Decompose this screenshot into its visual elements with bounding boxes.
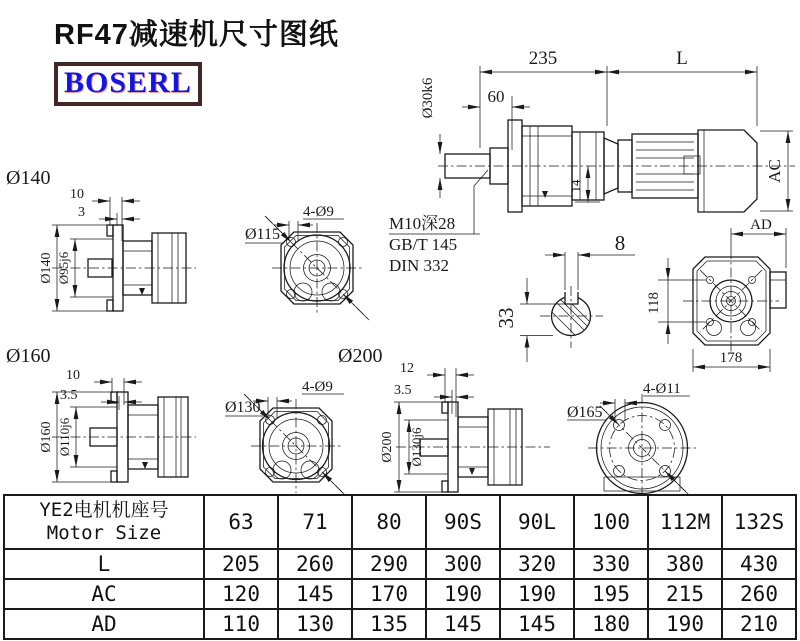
table-row-AD bbox=[4, 609, 796, 639]
cell: 110 bbox=[204, 609, 278, 639]
cell: 260 bbox=[722, 579, 796, 609]
size-col: 100 bbox=[574, 495, 648, 549]
cell: 190 bbox=[500, 579, 574, 609]
dim-3: 3 bbox=[78, 205, 85, 220]
size-col: 63 bbox=[204, 495, 278, 549]
dim-bolt-circle-165: Ø165 bbox=[567, 404, 603, 421]
dim-3p5a: 3.5 bbox=[60, 388, 78, 403]
dim-AC: AC bbox=[765, 159, 784, 183]
shaft-section-view bbox=[494, 231, 635, 362]
table-row-header bbox=[4, 495, 796, 549]
dim-10a: 10 bbox=[70, 187, 84, 202]
flange200-side-view bbox=[380, 361, 550, 492]
cell: 320 bbox=[500, 549, 574, 579]
tap-note-3: DIN 332 bbox=[389, 256, 449, 275]
dim-3p5b: 3.5 bbox=[394, 383, 412, 398]
cell: 430 bbox=[722, 549, 796, 579]
flange115-front-view bbox=[245, 204, 369, 320]
dim-bolt-circle-130: Ø130 bbox=[225, 399, 261, 416]
row-label: AC bbox=[4, 579, 204, 609]
assembly-side-view bbox=[438, 120, 795, 212]
cell: 380 bbox=[648, 549, 722, 579]
tap-note-1: M10深28 bbox=[389, 214, 456, 233]
page-title: RF47减速机尺寸图纸 bbox=[54, 19, 339, 51]
header-cell-motor-size bbox=[4, 495, 204, 549]
cell: 180 bbox=[574, 609, 648, 639]
dim-60: 60 bbox=[487, 87, 505, 106]
dim-178: 178 bbox=[719, 350, 743, 366]
flange130-front-view bbox=[225, 345, 382, 495]
cell: 145 bbox=[426, 609, 500, 639]
cell: 215 bbox=[648, 579, 722, 609]
cell: 130 bbox=[278, 609, 352, 639]
cell: 120 bbox=[204, 579, 278, 609]
cell: 290 bbox=[352, 549, 426, 579]
size-col: 132S bbox=[722, 495, 796, 549]
flange165-front-view bbox=[567, 381, 696, 495]
header-en: Motor Size bbox=[46, 522, 162, 544]
cell: 135 bbox=[352, 609, 426, 639]
dim-12: 12 bbox=[400, 361, 414, 376]
dim-holes-4x9b: 4-Ø9 bbox=[302, 379, 333, 395]
assembly-dimensions bbox=[389, 48, 793, 275]
header-cn: YE2电机机座号 bbox=[39, 499, 169, 522]
rear-flange-view bbox=[646, 217, 786, 372]
size-col: 112M bbox=[648, 495, 722, 549]
dim-14: 14 bbox=[568, 179, 583, 193]
dim-outer-200: Ø200 bbox=[380, 431, 395, 463]
size-col: 90S bbox=[426, 495, 500, 549]
dim-shaft-dia: Ø30k6 bbox=[420, 77, 436, 119]
dim-spigot-110: Ø110j6 bbox=[57, 417, 72, 457]
dim-235: 235 bbox=[528, 48, 558, 69]
row-label: AD bbox=[4, 609, 204, 639]
flange140-side-view bbox=[6, 167, 196, 311]
cell: 170 bbox=[352, 579, 426, 609]
dim-holes-4x9a: 4-Ø9 bbox=[303, 204, 334, 220]
dim-outer-160: Ø160 bbox=[39, 421, 54, 453]
table-row-AC bbox=[4, 579, 796, 609]
row-label: L bbox=[4, 549, 204, 579]
cell: 190 bbox=[426, 579, 500, 609]
size-col: 80 bbox=[352, 495, 426, 549]
dim-holes-4x11: 4-Ø11 bbox=[643, 381, 681, 397]
dim-10b: 10 bbox=[66, 368, 80, 383]
cell: 145 bbox=[278, 579, 352, 609]
cell: 210 bbox=[722, 609, 796, 639]
dim-118: 118 bbox=[646, 292, 662, 314]
flange160-side-view bbox=[6, 345, 196, 482]
cell: 260 bbox=[278, 549, 352, 579]
view-title-160: Ø160 bbox=[6, 345, 51, 367]
dim-outer-140: Ø140 bbox=[39, 252, 54, 284]
table-row-L bbox=[4, 549, 796, 579]
dim-33: 33 bbox=[494, 307, 518, 329]
cell: 330 bbox=[574, 549, 648, 579]
view-title-140: Ø140 bbox=[6, 167, 51, 189]
tap-note-2: GB/T 145 bbox=[389, 235, 458, 254]
dim-spigot-130: Ø130j6 bbox=[409, 427, 424, 467]
size-col: 90L bbox=[500, 495, 574, 549]
motor-size-table bbox=[3, 494, 797, 640]
dim-bolt-circle-115: Ø115 bbox=[245, 226, 280, 243]
brand-logo: BOSERL bbox=[54, 62, 202, 106]
cell: 205 bbox=[204, 549, 278, 579]
dim-L: L bbox=[676, 48, 688, 69]
cell: 145 bbox=[500, 609, 574, 639]
cell: 190 bbox=[648, 609, 722, 639]
dim-AD: AD bbox=[750, 217, 772, 233]
view-title-200: Ø200 bbox=[338, 345, 383, 367]
dim-spigot-95: Ø95j6 bbox=[56, 251, 71, 285]
cell: 300 bbox=[426, 549, 500, 579]
cell: 195 bbox=[574, 579, 648, 609]
size-col: 71 bbox=[278, 495, 352, 549]
dim-8: 8 bbox=[614, 231, 626, 255]
